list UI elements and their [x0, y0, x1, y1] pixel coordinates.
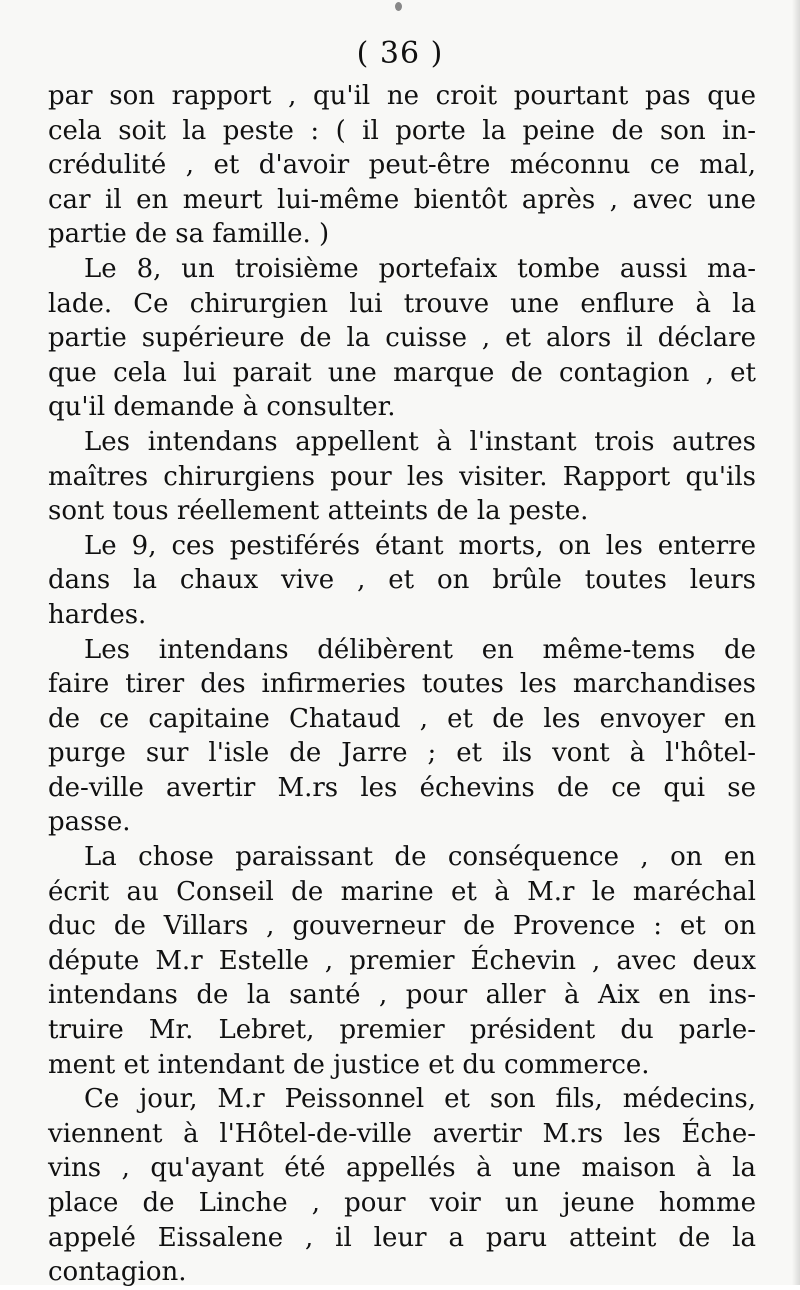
text-line: place de Linche , pour voir un jeune homme [48, 1188, 756, 1218]
text-line: Le 9, ces pestiférés étant morts, on les enterre [84, 530, 756, 561]
text-line: Le 8, un troisième portefaix tombe aussi ma- [84, 253, 756, 284]
text-line: intendans de la santé , pour aller à Aix en ins- [48, 980, 756, 1011]
text-line: faire tirer des infirmeries toutes les marchandises [48, 669, 756, 700]
text-line: ment et intendant de justice et du commerce. [48, 1049, 650, 1080]
text-line: crédulité , et d'avoir peut-être méconnu ce mal, [48, 150, 756, 181]
page-edge-shadow [792, 0, 800, 1285]
text-line: par son rapport , qu'il ne croit pourtant pas que [48, 81, 756, 111]
text-line: contagion. [48, 1257, 187, 1288]
text-line: de-ville avertir M.rs les échevins de ce qui se [48, 772, 756, 803]
body-text [48, 79, 756, 1290]
text-line: viennent à l'Hôtel-de-ville avertir M.rs les Éche- [48, 1118, 756, 1149]
text-line: car il en meurt lui-même bientôt après , avec une [48, 184, 756, 215]
page-number: ( 36 ) [356, 36, 444, 71]
text-line: maîtres chirurgiens pour les visiter. Rapport qu'ils [48, 461, 756, 492]
text-line: de ce capitaine Chataud , et de les envoyer en [48, 703, 756, 734]
text-line: hardes. [48, 599, 147, 630]
text-line: sont tous réellement atteints de la peste. [48, 496, 589, 527]
ink-spot [395, 2, 402, 11]
text-line: écrit au Conseil de marine et à M.r le maréchal [48, 876, 756, 907]
text-line: appelé Eissalene , il leur a paru atteint de la [48, 1222, 756, 1253]
text-line: Ce jour, M.r Peissonnel et son fils, médecins, [84, 1084, 756, 1115]
text-line: vins , qu'ayant été appellés à une maison à la [48, 1153, 756, 1184]
text-line: La chose paraissant de conséquence , on en [84, 842, 756, 873]
text-line: partie supérieure de la cuisse , et alors il déclare [48, 323, 756, 354]
text-line: Les intendans appellent à l'instant trois autres [84, 426, 756, 457]
text-line: duc de Villars , gouverneur de Provence : et on [48, 911, 756, 942]
text-line: Les intendans délibèrent en même-tems de [84, 634, 756, 665]
text-line: qu'il demande à consulter. [48, 392, 396, 423]
text-line: dans la chaux vive , et on brûle toutes leurs [48, 565, 756, 596]
text-line: partie de sa famille. ) [48, 219, 330, 250]
text-line: que cela lui parait une marque de contagion , et [48, 357, 756, 388]
text-line: cela soit la peste : ( il porte la peine de son in- [48, 115, 756, 146]
text-line: purge sur l'isle de Jarre ; et ils vont à l'hôtel- [48, 738, 756, 769]
text-line: truire Mr. Lebret, premier président du parle- [48, 1015, 756, 1046]
text-line: lade. Ce chirurgien lui trouve une enflure à la [48, 288, 756, 319]
text-line: passe. [48, 807, 131, 838]
text-line: députe M.r Estelle , premier Échevin , avec deux [48, 945, 756, 976]
